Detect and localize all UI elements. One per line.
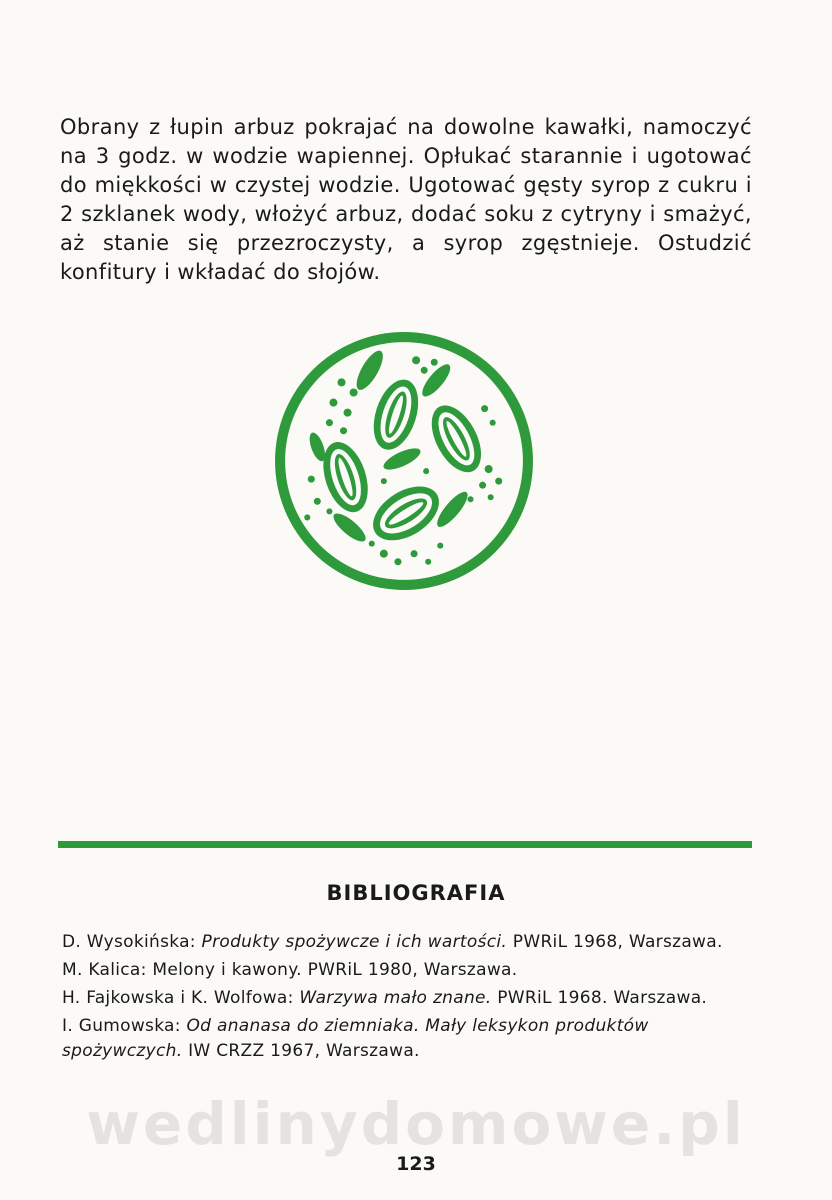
entry-author: H. Fajkowska i K. Wolfowa: [62, 988, 300, 1008]
bibliography-entry [62, 1014, 754, 1064]
bibliography-entry [62, 986, 754, 1011]
entry-publisher: IW CRZZ 1967, Warszawa. [182, 1041, 420, 1061]
entry-author: M. Kalica: Melony i kawony. PWRiL 1980, Warszawa. [62, 960, 518, 980]
section-divider [58, 841, 752, 848]
entry-publisher: PWRiL 1968, Warszawa. [507, 932, 723, 952]
site-watermark: wedlinydomowe.pl [86, 1090, 746, 1158]
entry-author: D. Wysokińska: [62, 932, 202, 952]
entry-author: I. Gumowska: [62, 1016, 187, 1036]
recipe-paragraph: Obrany z łupin arbuz pokrajać na dowolne kawałki, namoczyć na 3 godz. w wodzie wapiennej. Opłukać starannie i ugotować do miękkości w czystej wodzie. Ugotować gęsty syrop z cukru i 2 szklanek wody, włożyć arbuz, dodać soku z cytryny i smażyć, aż stanie się przezroczysty, a syrop zgęstnieje. Ostudzić konfitury i wkładać do słojów. [60, 115, 752, 284]
entry-title: Warzywa mało znane. [299, 988, 492, 1008]
page-number: 123 [396, 1153, 436, 1175]
entry-publisher: PWRiL 1968. Warszawa. [491, 988, 708, 1008]
bibliography-heading: BIBLIOGRAFIA [326, 881, 506, 905]
watermelon-seeds-emblem-icon [273, 330, 535, 592]
bibliography-entry [62, 930, 754, 955]
entry-title: Od ananasa do ziemniaka. Mały leksykon produktów spożywczych. [62, 1016, 649, 1061]
bibliography-list [62, 930, 754, 1067]
entry-title: Produkty spożywcze i ich wartości. [201, 932, 508, 952]
bibliography-entry [62, 958, 754, 983]
